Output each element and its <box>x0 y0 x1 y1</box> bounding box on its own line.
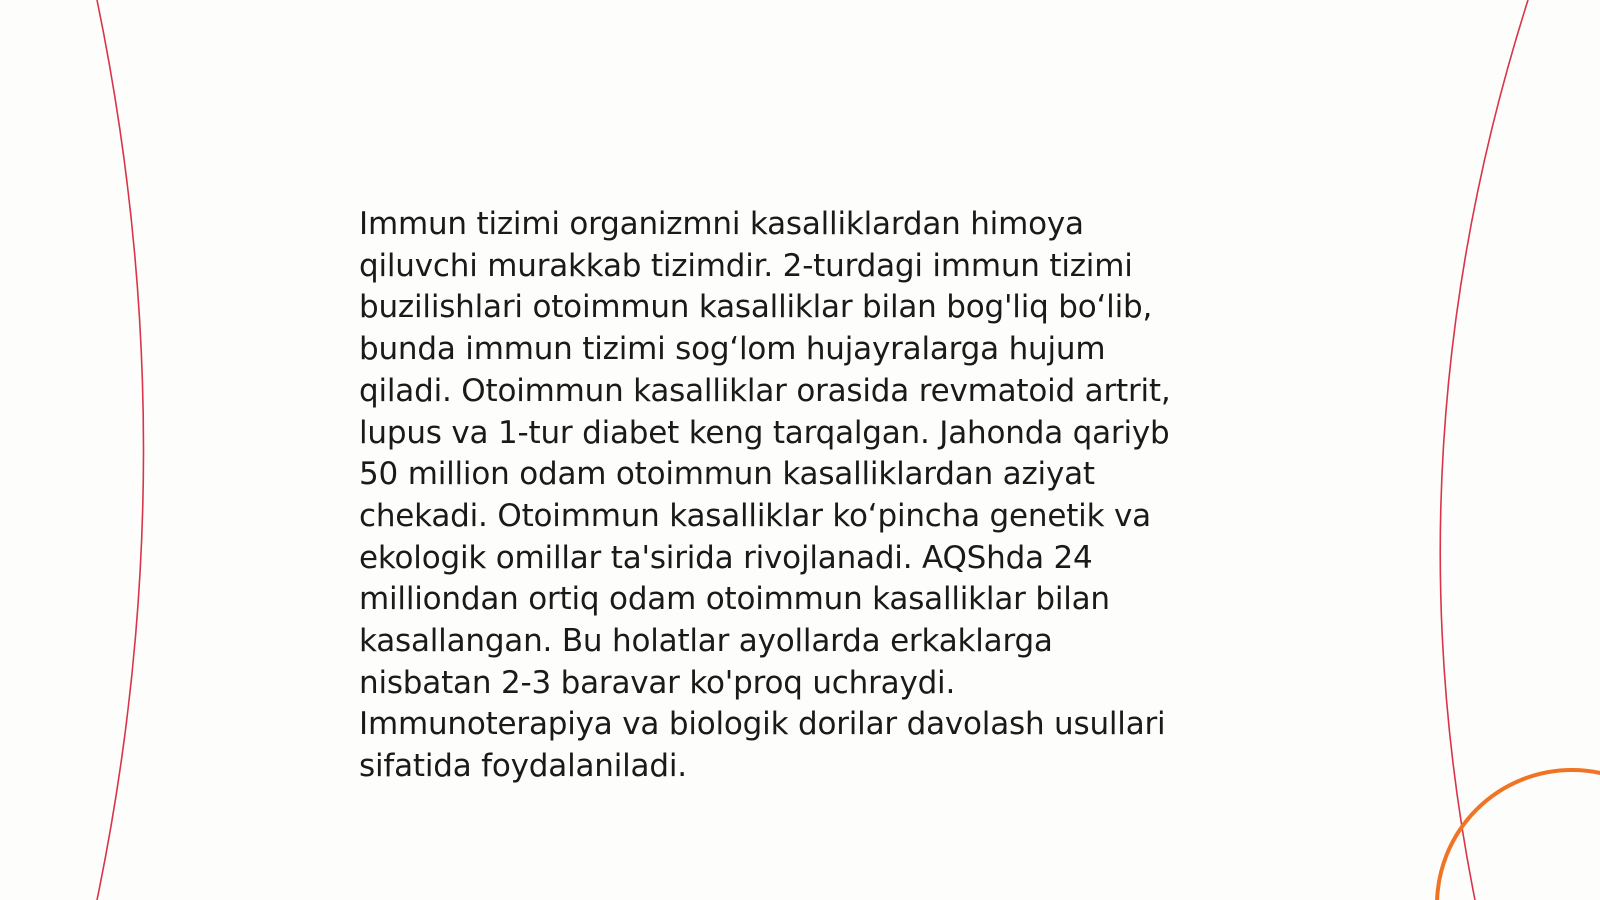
orange-circle-decoration <box>1437 770 1600 900</box>
left-curve-line <box>97 0 144 900</box>
slide-body-text: Immun tizimi organizmni kasalliklardan himoya qiluvchi murakkab tizimdir. 2-turdagi immun tizimi buzilishlari otoimmun kasalliklar bilan bog'liq bo‘lib, bunda immun tizimi sog‘lom hujayralarga hujum qiladi. Otoimmun kasalliklar orasida revmatoid artrit, lupus va 1-tur diabet keng tarqalgan. Jahonda qariyb 50 million odam otoimmun kasalliklardan aziyat chekadi. Otoimmun kasalliklar ko‘pincha genetik va ekologik omillar ta'sirida rivojlanadi. AQShda 24 milliondan ortiq odam otoimmun kasalliklar bilan kasallangan. Bu holatlar ayollarda erkaklarga nisbatan 2-3 baravar ko'proq uchraydi. Immunoterapiya va biologik dorilar davolash usullari sifatida foydalaniladi. <box>359 206 1171 785</box>
right-curve-line <box>1440 0 1528 900</box>
